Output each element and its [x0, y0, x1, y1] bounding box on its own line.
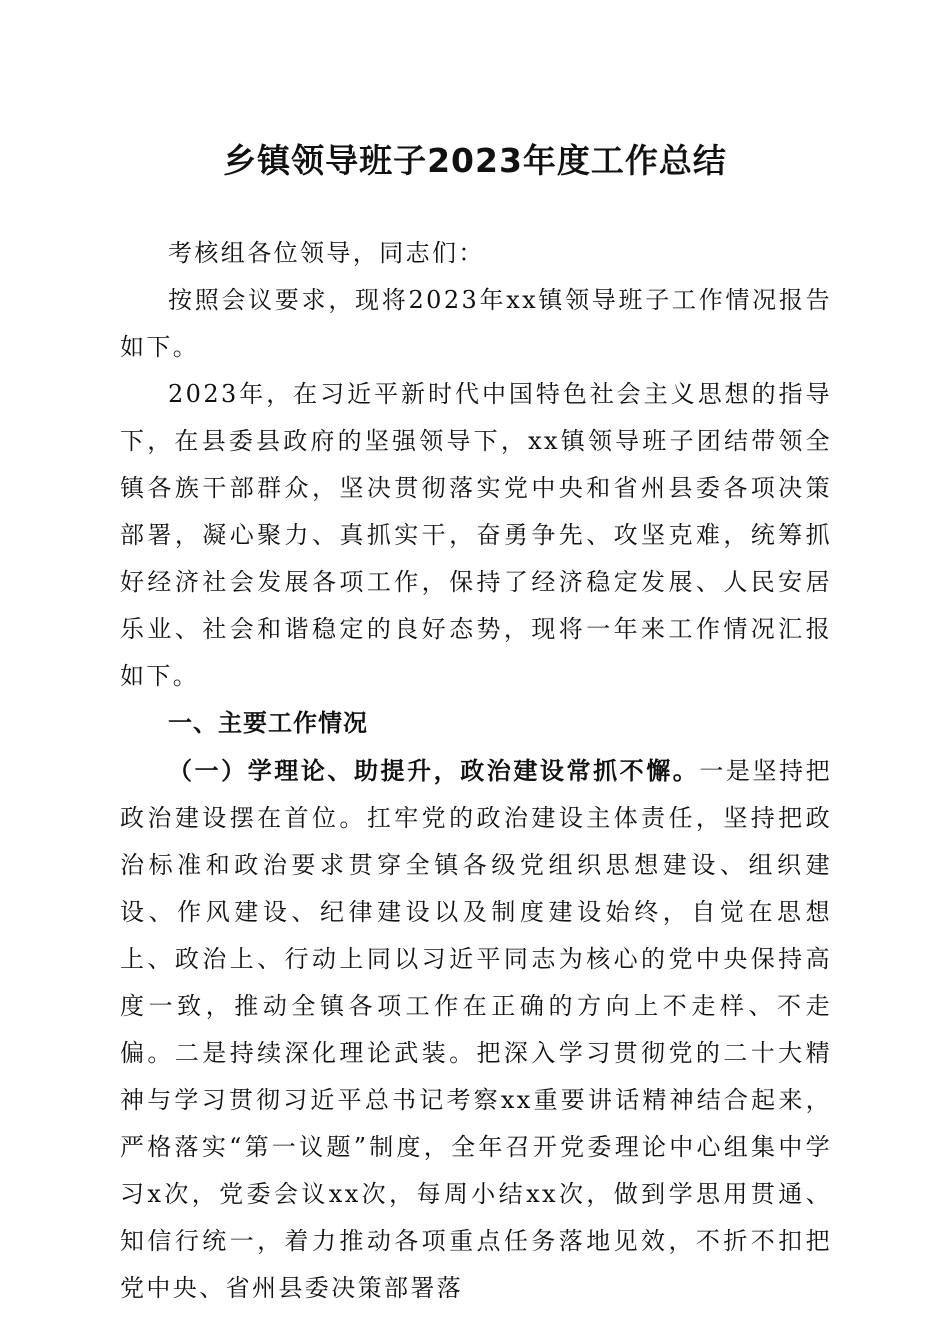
overview-paragraph: 2023年，在习近平新时代中国特色社会主义思想的指导下，在县委县政府的坚强领导下，xx镇领导班子团结带领全镇各族干部群众，坚决贯彻落实党中央和省州县委各项决策部署，凝心聚力、真抓实干，奋勇争先、攻坚克难，统筹抓好经济社会发展各项工作，保持了经济稳定发展、人民安居乐业、社会和谐稳定的良好态势，现将一年来工作情况汇报如下。 — [120, 380, 832, 690]
intro-paragraph: 按照会议要求，现将2023年xx镇领导班子工作情况报告如下。 — [120, 286, 832, 361]
document-body — [120, 230, 832, 1312]
subsection-heading: （一）学理论、助提升，政治建设常抓不懈。 — [168, 756, 700, 785]
subsection-body: 一是坚持把政治建设摆在首位。扛牢党的政治建设主体责任，坚持把政治标准和政治要求贯穿全镇各级党组织思想建设、组织建设、作风建设、纪律建设以及制度建设始终，自觉在思想上、政治上、行动上同以习近平同志为核心的党中央保持高度一致，推动全镇各项工作在正确的方向上不走样、不走偏。二是持续深化理论武装。把深入学习贯彻党的二十大精神与学习贯彻习近平总书记考察xx重要讲话精神结合起来，严格落实“第一议题”制度，全年召开党委理论中心组集中学习x次，党委会议xx次，每周小结xx次，做到学思用贯通、知信行统一，着力推动各项重点任务落地见效，不折不扣把党中央、省州县委决策部署落 — [120, 757, 833, 1302]
section-heading: 一、主要工作情况 — [168, 709, 368, 737]
document-title: 乡镇领导班子2023年度工作总结 — [223, 141, 727, 180]
subsection-paragraph — [120, 747, 832, 1312]
salutation: 考核组各位领导，同志们： — [168, 239, 485, 267]
